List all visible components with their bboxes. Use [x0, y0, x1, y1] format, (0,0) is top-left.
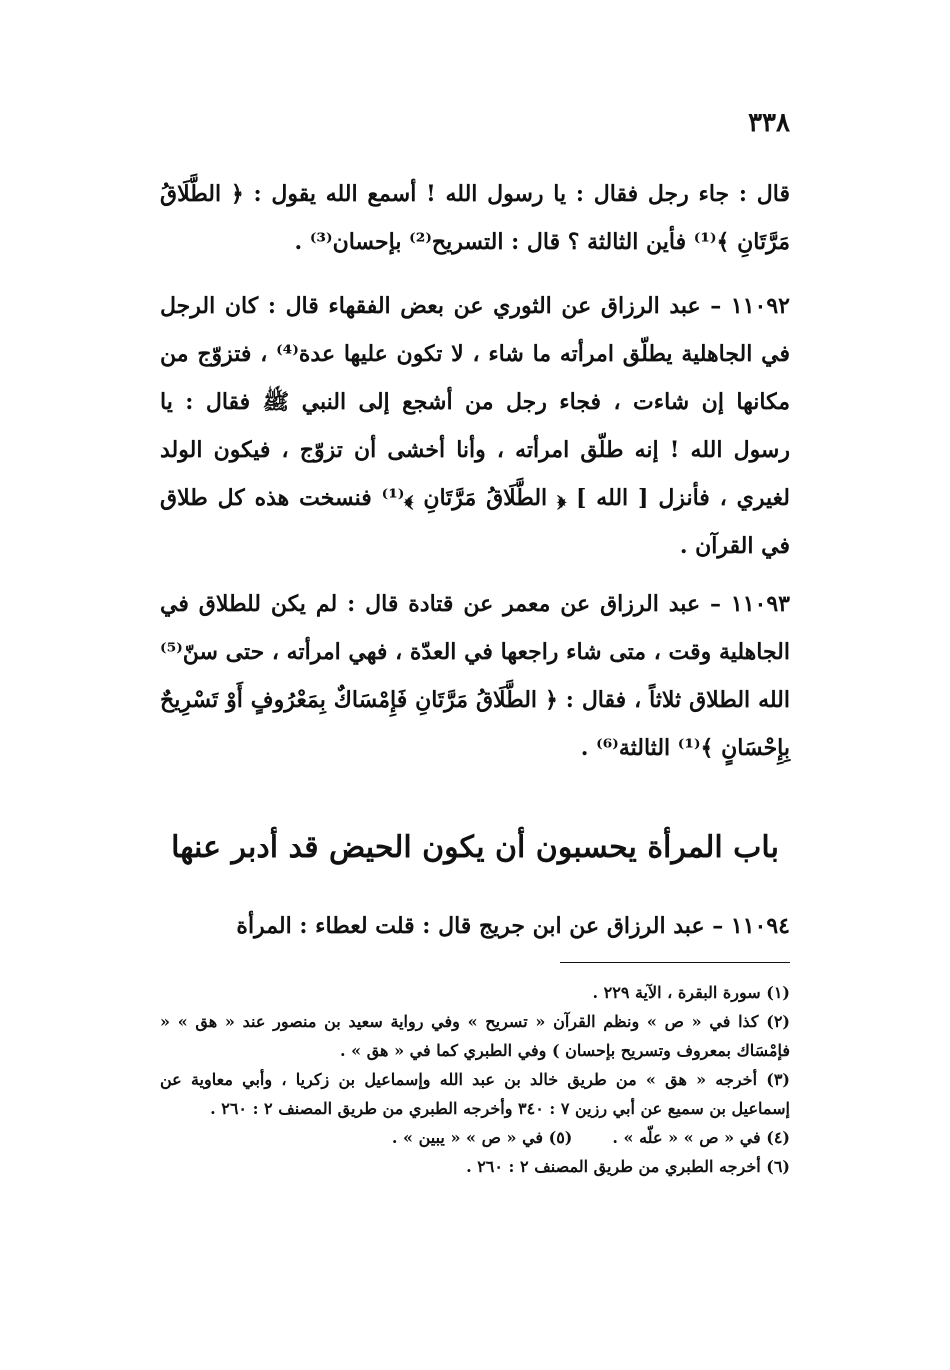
paragraph-hadith-11092: ١١٠٩٢ – عبد الرزاق عن الثوري عن بعض الفقهاء قال : كان الرجل في الجاهلية يطلّق امرأته ما شاء ، لا تكون عليها عدة⁽⁴⁾ ، فتزوّج من مكانها إن شاءت ، فجاء رجل من أشجع إلى النبي ﷺ فقال : يا رسول الله ! إنه طلّق امرأته ، وأنا أخشى أن تزوّج ، فيكون الولد لغيري ، فأنزل [ الله ] ﴿ الطَّلَاقُ مَرَّتَانِ ﴾⁽¹⁾ فنسخت هذه كل طلاق في القرآن . [160, 293, 791, 559]
paragraph-continuation: قال : جاء رجل فقال : يا رسول الله ! أسمع الله يقول : ﴿ الطَّلَاقُ مَرَّتَانِ ﴾⁽¹⁾ فأين الثالثة ؟ قال : التسريح⁽²⁾ بإحسان⁽³⁾ . [160, 181, 790, 255]
footnote-5: (٥) في « ص » « يبين » . [391, 1128, 573, 1147]
footnote-2: (٢) كذا في « ص » ونظم القرآن « تسريح » وفي رواية سعيد بن منصور عند « هق » « فإمْسَاك بمعروف وتسريح بإحسان ) وفي الطبري كما في « هق » . [160, 1012, 790, 1060]
footnote-divider [560, 962, 790, 963]
footnote-6: (٦) أخرجه الطبري من طريق المصنف ٢ : ٢٦٠ . [466, 1157, 790, 1176]
paragraph-hadith-11093: ١١٠٩٣ – عبد الرزاق عن معمر عن قتادة قال : لم يكن للطلاق في الجاهلية وقت ، متى شاء راجعها في العدّة ، فهي امرأته ، حتى سنّ⁽⁵⁾ الله الطلاق ثلاثاً ، فقال : ﴿ الطَّلَاقُ مَرَّتَانِ فَإِمْسَاكٌ بِمَعْرُوفٍ أَوْ تَسْرِيحٌ بِإِحْسَانٍ ﴾⁽¹⁾ الثالثة⁽⁶⁾ . [160, 591, 790, 761]
page-number: ٣٣٨ [748, 108, 790, 138]
footnote-3: (٣) أخرجه « هق » من طريق خالد بن عبد الله وإسماعيل بن زكريا ، وأبي معاوية عن إسماعيل بن سميع عن أبي رزين ٧ : ٣٤٠ وأخرجه الطبري من طريق المصنف ٢ : ٢٦٠ . [160, 1070, 790, 1118]
footnote-1: (١) سورة البقرة ، الآية ٢٢٩ . [592, 983, 790, 1002]
chapter-title: باب المرأة يحسبون أن يكون الحيض قد أدبر عنها [171, 830, 779, 865]
paragraph-hadith-11094: ١١٠٩٤ – عبد الرزاق عن ابن جريج قال : قلت لعطاء : المرأة [236, 913, 790, 939]
footnote-4: (٤) في « ص » « علّه » . [612, 1128, 790, 1147]
footnotes-section [160, 978, 790, 1181]
footnote-row-4-5 [160, 1123, 790, 1152]
